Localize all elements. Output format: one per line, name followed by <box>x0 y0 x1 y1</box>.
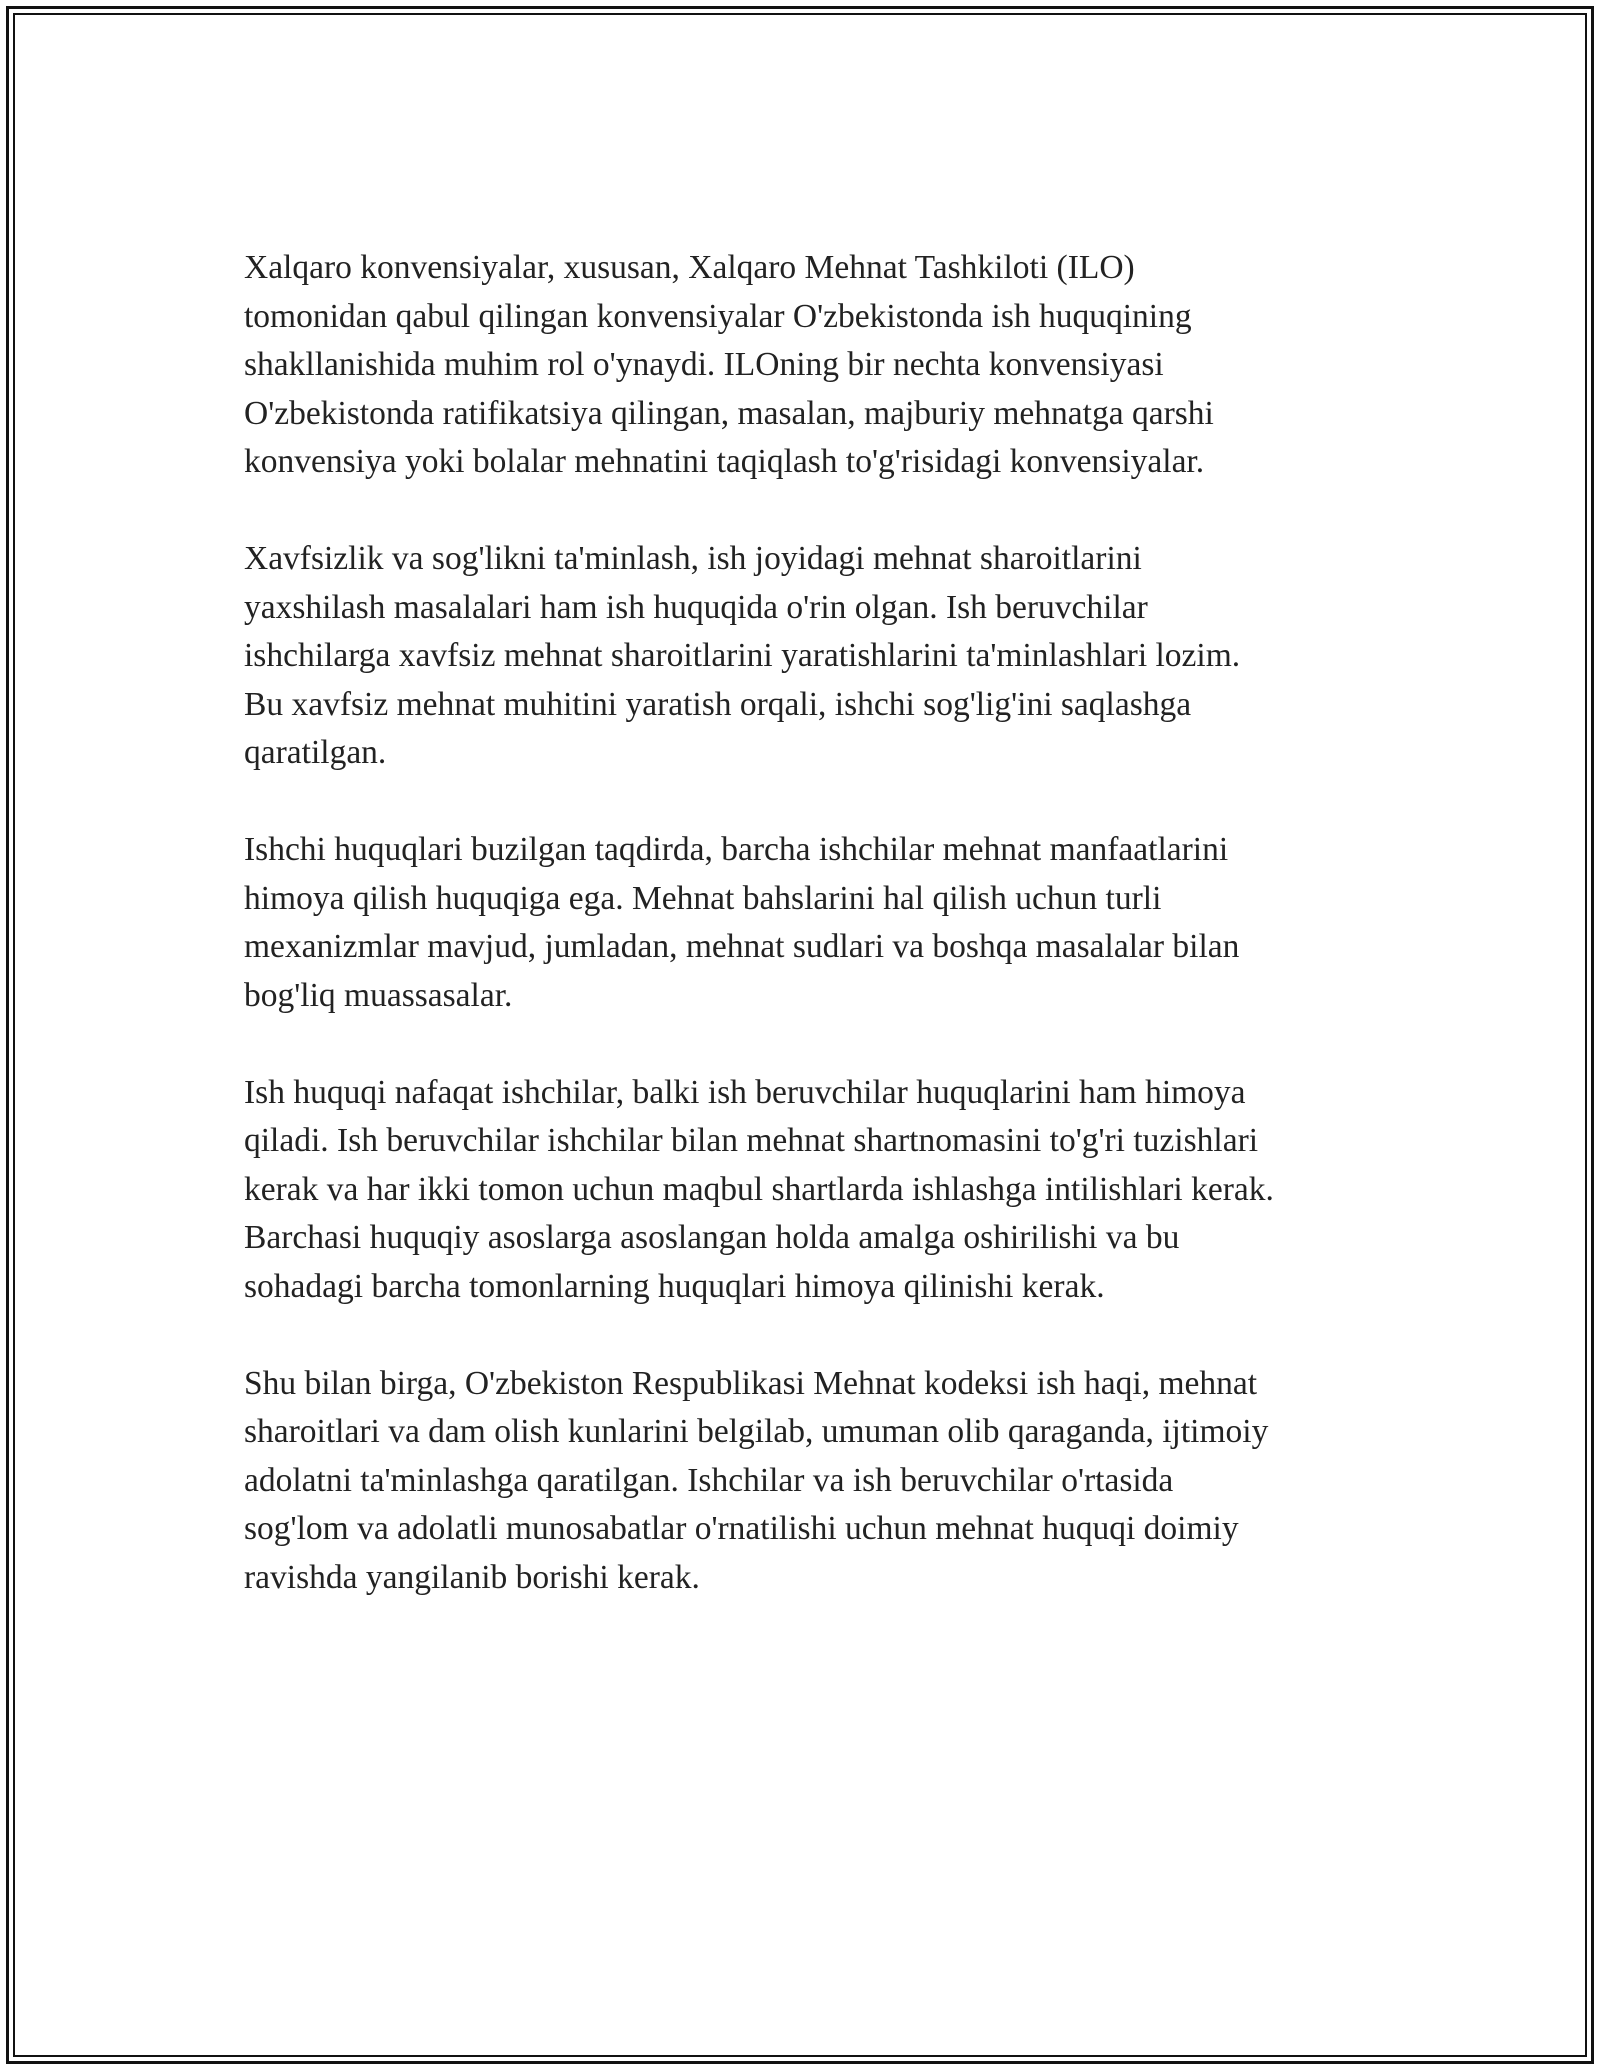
document-body <box>244 244 1394 1651</box>
paragraph-5: Shu bilan birga, O'zbekiston Respublikasi Mehnat kodeksi ish haqi, mehnat sharoitlari va dam olish kunlarini belgilab, umuman olib qaraganda, ijtimoiy adolatni ta'minlashga qaratilgan. Ishchilar va ish beruvchilar o'rtasida sog'lom va adolatli munosabatlar o'rnatilishi uchun mehnat huquqi doimiy ravishda yangilanib borishi kerak. <box>244 1364 1269 1596</box>
paragraph-1: Xalqaro konvensiyalar, xususan, Xalqaro Mehnat Tashkiloti (ILO) tomonidan qabul qilingan konvensiyalar O'zbekistonda ish huquqining shakllanishida muhim rol o'ynaydi. ILOning bir nechta konvensiyasi O'zbekistonda ratifikatsiya qilingan, masalan, majburiy mehnatga qarshi konvensiya yoki bolalar mehnatini taqiqlash to'g'risidagi konvensiyalar. <box>244 249 1214 480</box>
paragraph-3: Ishchi huquqlari buzilgan taqdirda, barcha ishchilar mehnat manfaatlarini himoya qilish huquqiga ega. Mehnat bahslarini hal qilish uchun turli mexanizmlar mavjud, jumladan, mehnat sudlari va boshqa masalalar bilan bog'liq muassasalar. <box>244 831 1240 1014</box>
paragraph-4: Ish huquqi nafaqat ishchilar, balki ish beruvchilar huquqlarini ham himoya qiladi. Ish beruvchilar ishchilar bilan mehnat shartnomasini to'g'ri tuzishlari kerak va har ikki tomon uchun maqbul shartlarda ishlashga intilishlari kerak. Barchasi huquqiy asoslarga asoslangan holda amalga oshirilishi va bu sohadagi barcha tomonlarning huquqlari himoya qilinishi kerak. <box>244 1073 1274 1305</box>
paragraph-2: Xavfsizlik va sog'likni ta'minlash, ish joyidagi mehnat sharoitlarini yaxshilash masalalari ham ish huquqida o'rin olgan. Ish beruvchilar ishchilarga xavfsiz mehnat sharoitlarini yaratishlarini ta'minlashlari lozim. Bu xavfsiz mehnat muhitini yaratish orqali, ishchi sog'lig'ini saqlashga qaratilgan. <box>244 540 1241 771</box>
page-frame <box>6 6 1594 2064</box>
